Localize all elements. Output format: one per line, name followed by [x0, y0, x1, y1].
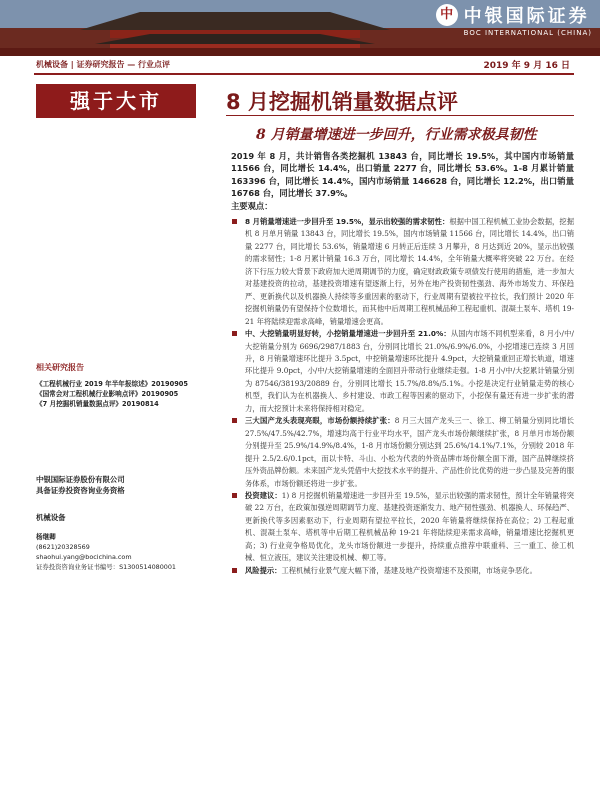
header-divider [34, 73, 574, 75]
bullet-icon [232, 331, 237, 336]
related-report-item[interactable]: 《7 月挖掘机销量数据点评》20190814 [36, 400, 159, 408]
analyst-certificate: 证券投资咨询业务证书编号：S1300514080001 [36, 563, 176, 571]
page-subtitle: 8 月销量增速进一步回升，行业需求极具韧性 [256, 127, 537, 143]
key-point-body: 根据中国工程机械工业协会数据，挖掘机 8 月单月销量 13843 台，同比增长 19.5%，国内市场销量 11566 台，同比增长 14.4%，出口销量 2277 台，同比增长 53.6%，销量增速 6 月转正后连续 3 月攀升，8 月达到近 20%，显示出较强的需求韧性；1-8 月累计销量 16.3 万台，同比增长 14.4%，全年销量大概率将突破 22 万台。在经济下行压力较大背景下政府加大逆周期调节的力度，确定财政政策专项债发行使用的措施，进一步加大对基建投资的拉动，基建投资增速有望逐渐上行，另外在地产投资韧性强劲、海外市场发力、环保趋严、更新换代以及机器换人持续等多重因素的驱动下，行业周期有望被拉平拉长，我们预计 2020 年挖掘机销量仍有望保持个位数增长，而其他中后周期工程机械品种工程起重机、混凝土泵车、塔机 19-21 年将陆续迎需求高峰，销量增速会更高。 [245, 217, 574, 326]
related-reports [36, 362, 216, 409]
key-point-body: 工程机械行业景气度大幅下滑，基建及地产投资增速不及预期，市场竞争恶化。 [281, 565, 537, 575]
key-point-body: 从国内市场不同机型来看，8 月小/中/大挖销量分别为 6696/2987/1883 台，分别同比增长 21.0%/6.9%/6.0%，小挖增速已连续 3 月回升，8 月销量增速环比提升 3.5pct，中挖销量增速环比提升 4.9pct，大挖销量重回正增长轨道，增速环比提升 9.0pct，小/中/大挖销量增速的全面回升带动行业继续走强。1-8 月小/中/大挖累计销量分别为 87546/38193/20889 台，分别同比增长 15.7%/8.8%/5.1%。小挖是决定行业销量走势的核心机型，我们认为在机器换人、乡村建设、市政工程等因素的驱动下，小挖保有量还有进一步扩张的潜力，而大挖预计未来将保持相对稳定。 [245, 329, 574, 413]
key-point-lead: 风险提示： [245, 565, 282, 575]
key-point [231, 565, 574, 577]
bullet-icon [232, 493, 237, 498]
key-point-body: 8 月三大国产龙头三一、徐工、柳工销量分别同比增长 27.5%/47.5%/42.7%，增速均高于行业平均水平，国产龙头市场份额继续扩张，8 月单月市场份额分别提升至 25.9%/14.9%/8.4%，1-8 月市场份额分别达到 25.6%/14.1%/7.1%，分别较 2018 年提升 2.5/2.6/0.1pct，而以卡特、斗山、小松为代表的外资品牌市场份额全面下滑，国产品牌继续挤压外资品牌份额。未来国产龙头凭借中大挖技术水平的提升、产品性价比优势的进一步凸显及完善的服务体系，市场份额还将进一步扩张。 [245, 416, 574, 488]
page-title: 8 月挖掘机销量数据点评 [226, 90, 458, 114]
boc-logo-icon: 中 [436, 4, 458, 26]
sub-header [0, 58, 600, 72]
analyst-phone: (8621)20328569 [36, 543, 90, 551]
firm-info [36, 474, 216, 496]
logo-chinese-name: 中银国际证券 [463, 6, 590, 27]
related-report-item[interactable]: 《国常会对工程机械行业影响点评》20190905 [36, 390, 179, 398]
analyst-info [36, 532, 216, 572]
firm-license: 具备证券投资咨询业务资格 [36, 486, 125, 495]
key-points-heading: 主要观点： [231, 200, 273, 211]
related-heading: 相关研究报告 [36, 363, 84, 372]
analyst-email[interactable]: shaohui.yang@bocichina.com [36, 553, 132, 561]
key-point [231, 216, 574, 328]
related-report-item[interactable]: 《工程机械行业 2019 年半年报综述》20190905 [36, 380, 188, 388]
breadcrumb: 机械设备 | 证券研究报告 — 行业点评 [36, 60, 171, 69]
summary [231, 150, 574, 212]
report-body [231, 150, 574, 577]
key-point-lead: 投资建议： [245, 491, 282, 500]
rating-badge: 强于大市 [36, 84, 196, 118]
header-banner [0, 0, 600, 56]
summary-paragraph: 2019 年 8 月，共计销售各类挖掘机 13843 台，同比增长 19.5%，其中国内市场销量 11566 台，同比增长 14.4%，出口销量 2277 台，同比增长 53.6%。1-8 月累计销量 163396 台，同比增长 14.4%，国内市场销量 146628 台，同比增长 12.2%，出口销量 16768 台，同比增长 37.9%。 [231, 151, 574, 199]
sector-label: 机械设备 [36, 513, 66, 522]
key-point [231, 415, 574, 490]
title-divider [226, 115, 574, 116]
key-point [231, 490, 574, 565]
bullet-icon [232, 418, 237, 423]
firm-name: 中银国际证券股份有限公司 [36, 475, 125, 484]
bullet-icon [232, 219, 237, 224]
analyst-name: 杨继卿 [36, 533, 56, 541]
report-date: 2019 年 9 月 16 日 [483, 61, 570, 71]
key-point-body: 1) 8 月挖掘机销量增速进一步回升至 19.5%，显示出较强的需求韧性，预计全年销量将突破 22 万台，在政策加强逆周期调节力度、基建投资逐渐发力、地产韧性强劲、机器换人、环保趋严、更新换代等多因素驱动下，行业周期有望拉平拉长，2020 年销量将继续保持在高位；2) 工程起重机、混凝土泵车、塔机等中后期工程机械品种 19-21 年将陆续迎来需求高峰，销量增速比挖掘机更高；3) 行业竞争格局优化，龙头市场份额进一步提升，持续重点推荐中联重科、三一重工、徐工机械、恒立液压，建议关注建设机械、柳工等。 [245, 491, 574, 563]
key-point-lead: 三大国产龙头表现亮眼，市场份额持续扩张： [245, 416, 395, 426]
key-point-lead: 中、大挖销量明显好转，小挖销量增速进一步回升至 21.0%： [245, 329, 451, 339]
logo-english-name: BOC INTERNATIONAL (CHINA) [463, 29, 592, 37]
key-point [231, 328, 574, 415]
broker-logo [440, 2, 592, 37]
key-point-lead: 8 月销量增速进一步回升至 19.5%，显示出较强的需求韧性： [245, 217, 450, 227]
key-points-list [231, 216, 574, 577]
bullet-icon [232, 568, 237, 573]
